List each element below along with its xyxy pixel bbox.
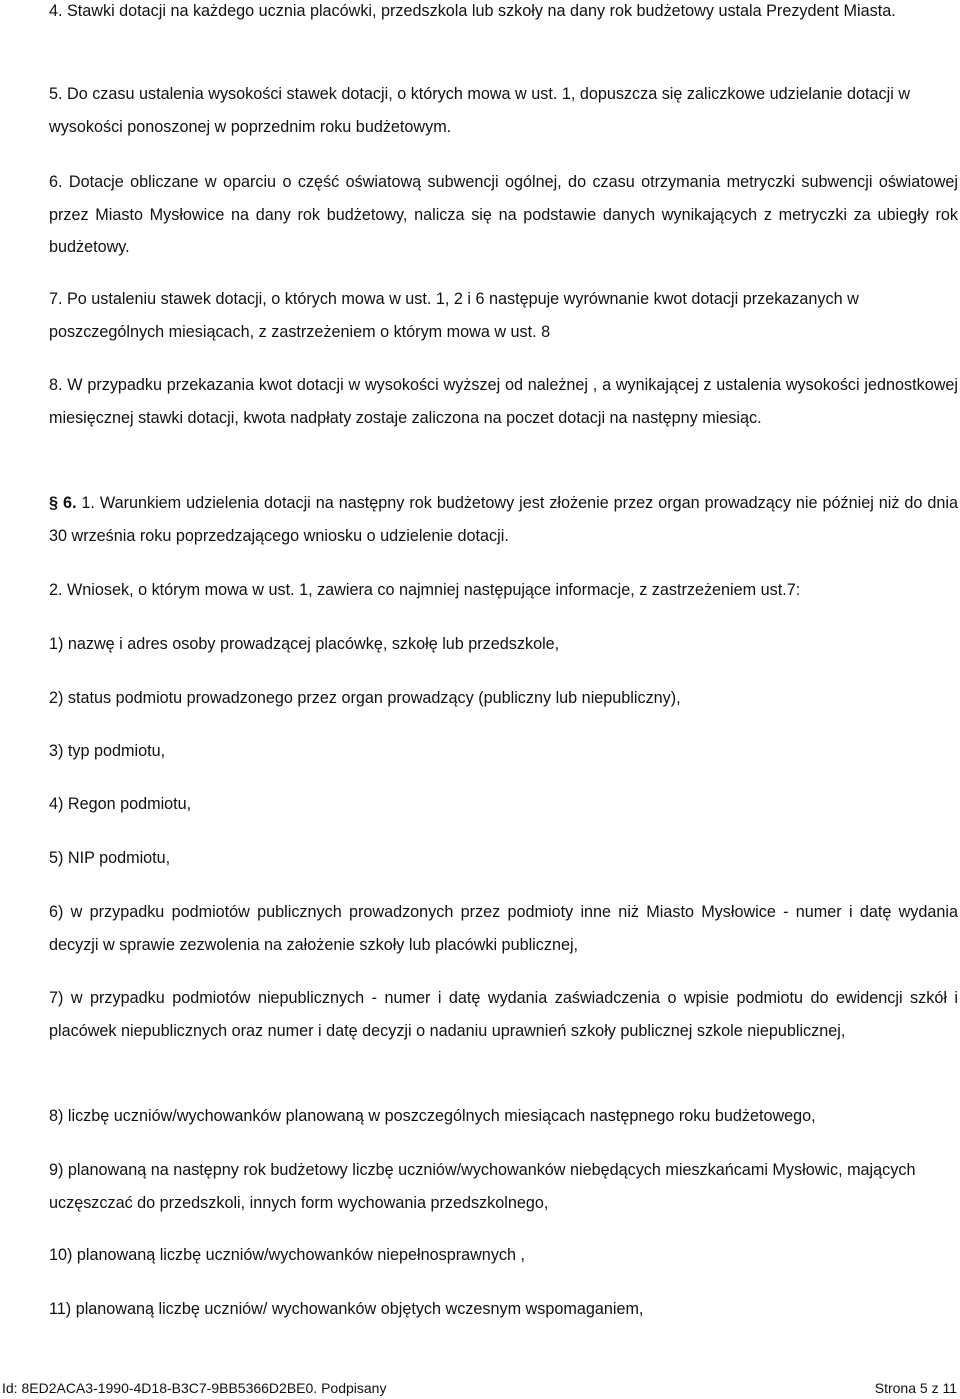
list-item-9: 9) planowaną na następny rok budżetowy liczbę uczniów/wychowanków niebędących mieszkańcami Mysłowic, mających uczęszczać do przedszkoli, innych form wychowania przedszkolnego, [49, 1161, 916, 1212]
paragraph-5: 5. Do czasu ustalenia wysokości stawek dotacji, o których mowa w ust. 1, dopuszcza się zaliczkowe udzielanie dotacji w wysokości ponoszonej w poprzednim roku budżetowym. [49, 85, 911, 136]
list-item-1: 1) nazwę i adres osoby prowadzącej placówkę, szkołę lub przedszkole, [49, 635, 560, 653]
list-item-7: 7) w przypadku podmiotów niepublicznych - numer i datę wydania zaświadczenia o wpisie podmiotu do ewidencji szkół i placówek niepublicznych oraz numer i datę decyzji o nadaniu uprawnień szkoły publicznej szkole niepublicznej, [49, 989, 958, 1040]
section-6-paragraph-1 [49, 487, 958, 552]
paragraph-6: 6. Dotacje obliczane w oparciu o część oświatową subwencji ogólnej, do czasu otrzymania metryczki subwencji oświatowej przez Miasto Mysłowice na dany rok budżetowy, nalicza się na podstawie danych wynikających z metryczki za ubiegły rok budżetowy. [49, 173, 958, 256]
list-item-6: 6) w przypadku podmiotów publicznych prowadzonych przez podmioty inne niż Miasto Mysłowice - numer i datę wydania decyzji w sprawie zezwolenia na założenie szkoły lub placówki publicznej, [49, 903, 958, 954]
paragraph-8: 8. W przypadku przekazania kwot dotacji w wysokości wyższej od należnej , a wynikającej z ustalenia wysokości jednostkowej miesięcznej stawki dotacji, kwota nadpłaty zostaje zaliczona na poczet dotacji na następny miesiąc. [49, 376, 958, 427]
page-number: Strona 5 z 11 [874, 1380, 957, 1396]
section-6-text: 1. Warunkiem udzielenia dotacji na następny rok budżetowy jest złożenie przez organ prowadzący nie później niż do dnia 30 września roku poprzedzającego wniosku o udzielenie dotacji. [49, 494, 958, 545]
section-6-paragraph-2: 2. Wniosek, o którym mowa w ust. 1, zawiera co najmniej następujące informacje, z zastrzeżeniem ust.7: [49, 581, 801, 599]
section-6-label: § 6. [49, 494, 77, 512]
list-item-10: 10) planowaną liczbę uczniów/wychowanków niepełnosprawnych , [49, 1246, 525, 1264]
paragraph-4: 4. Stawki dotacji na każdego ucznia placówki, przedszkola lub szkoły na dany rok budżetowy ustala Prezydent Miasta. [49, 2, 896, 20]
list-item-3: 3) typ podmiotu, [49, 742, 166, 760]
list-item-11: 11) planowaną liczbę uczniów/ wychowanków objętych wczesnym wspomaganiem, [49, 1300, 644, 1318]
list-item-5: 5) NIP podmiotu, [49, 849, 171, 867]
list-item-2: 2) status podmiotu prowadzonego przez organ prowadzący (publiczny lub niepubliczny), [49, 689, 681, 707]
list-item-8: 8) liczbę uczniów/wychowanków planowaną w poszczególnych miesiącach następnego roku budżetowego, [49, 1107, 816, 1125]
document-id: Id: 8ED2ACA3-1990-4D18-B3C7-9BB5366D2BE0. Podpisany [2, 1380, 387, 1396]
paragraph-7: 7. Po ustaleniu stawek dotacji, o których mowa w ust. 1, 2 i 6 następuje wyrównanie kwot dotacji przekazanych w poszczególnych miesiącach, z zastrzeżeniem o którym mowa w ust. 8 [49, 290, 859, 341]
list-item-4: 4) Regon podmiotu, [49, 795, 192, 813]
